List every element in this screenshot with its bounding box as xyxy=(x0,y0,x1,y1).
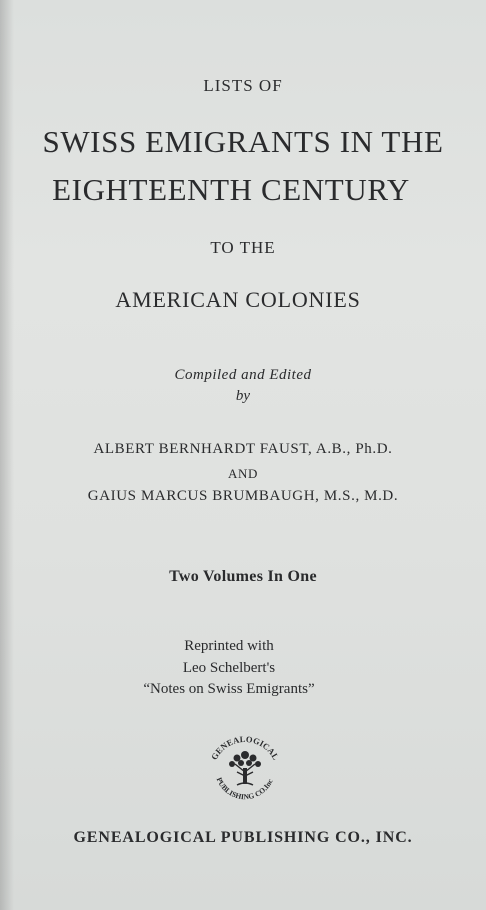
compiled-and-edited-text: Compiled and Edited xyxy=(174,367,312,383)
schelbert-text: Leo Schelbert's xyxy=(182,660,276,676)
and-text: AND xyxy=(228,466,258,481)
volumes-text: Two Volumes In One xyxy=(169,568,317,585)
to-the-text: TO THE xyxy=(210,238,276,257)
by-text: by xyxy=(235,388,251,404)
notes-title-text: “Notes on Swiss Emigrants” xyxy=(143,681,315,697)
lists-of-heading: LISTS OF xyxy=(203,76,283,95)
publisher-name: GENEALOGICAL PUBLISHING CO., INC. xyxy=(73,829,413,846)
publisher-logo-icon xyxy=(201,728,289,816)
logo-text-top: GENEALOGICAL xyxy=(208,733,282,762)
author-1: ALBERT BERNHARDT FAUST, A.B., Ph.D. xyxy=(93,441,393,457)
author-2: GAIUS MARCUS BRUMBAUGH, M.S., M.D. xyxy=(87,488,399,504)
logo-text-bottom: PUBLISHING CO.Inc xyxy=(214,776,275,802)
reprinted-with-text: Reprinted with xyxy=(184,638,274,654)
tree-icon xyxy=(229,751,261,785)
main-title-line-2: EIGHTEENTH CENTURY xyxy=(52,172,410,207)
american-colonies-text: AMERICAN COLONIES xyxy=(115,287,361,312)
main-title-line-1: SWISS EMIGRANTS IN THE xyxy=(42,124,444,159)
